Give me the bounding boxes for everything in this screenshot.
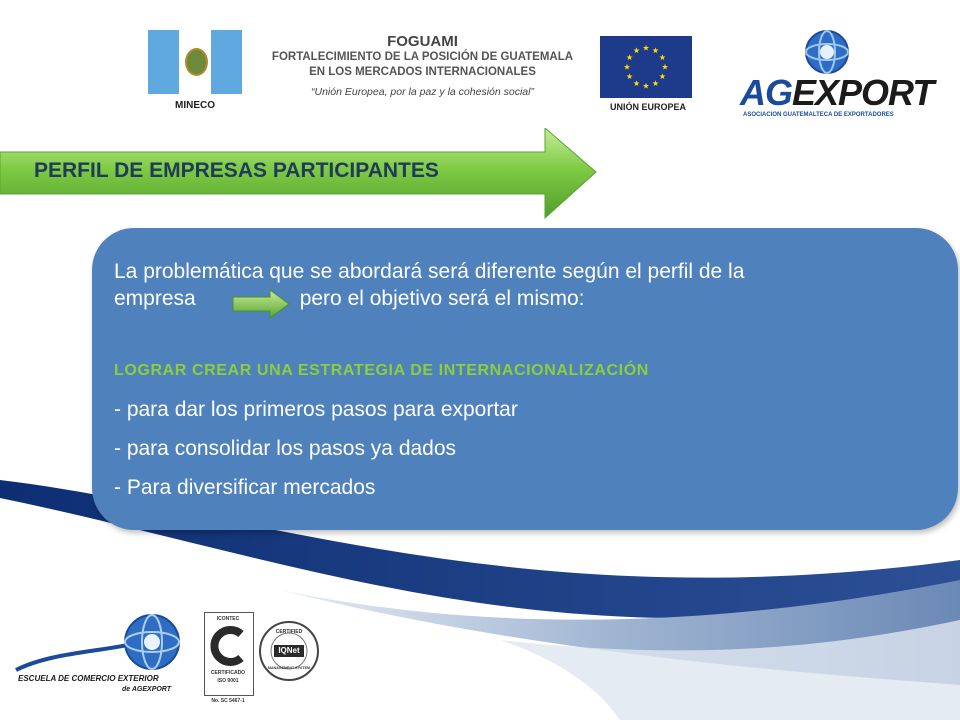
program-subtitle-line1: FORTALECIMIENTO DE LA POSICIÓN DE GUATEMALA [271, 51, 574, 63]
agexport-subtitle: ASOCIACION GUATEMALTECA DE EXPORTADORES [743, 112, 894, 118]
content-box [92, 228, 958, 530]
eu-star [633, 80, 639, 86]
intro-line1: La problemática que se abordará será diferente según el perfil de la [114, 260, 745, 283]
right-arrow-icon [232, 289, 290, 319]
intro-line2-end: pero el objetivo será el mismo: [299, 287, 585, 310]
list-item: - para consolidar los pasos ya dados [114, 437, 457, 460]
icontec-certificado: CERTIFICADO [210, 670, 246, 676]
eu-flag [600, 36, 692, 98]
list-item: - para dar los primeros pasos para exportar [114, 398, 518, 421]
iqnet-certificate [258, 620, 320, 682]
goal-heading: LOGRAR CREAR UNA ESTRATEGIA DE INTERNACIONALIZACIÓN [114, 362, 649, 379]
eu-star [652, 80, 658, 86]
eu-star [643, 83, 649, 89]
icontec-certificate [204, 612, 254, 706]
program-subtitle-line2: EN LOS MERCADOS INTERNACIONALES [309, 66, 536, 78]
school-line2: de AGEXPORT [122, 686, 172, 693]
eu-star [662, 64, 668, 70]
mineco-logo [140, 30, 250, 120]
eu-stars-icon [600, 36, 692, 98]
eu-star [627, 73, 633, 79]
coat-of-arms-icon [185, 48, 208, 76]
eu-star [624, 64, 630, 70]
bullet-list [114, 396, 518, 513]
intro-line2-start: empresa [114, 287, 196, 310]
icontec-label: ICONTEC [216, 616, 240, 622]
iqnet-brand: IQNet [278, 646, 300, 655]
icontec-iso: ISO 9001 [217, 678, 239, 684]
iqnet-top: CERTIFIED [275, 629, 303, 635]
eu-logo [600, 36, 696, 116]
agexport-globe-icon [797, 28, 857, 76]
list-item: - Para diversificar mercados [114, 476, 376, 499]
icontec-number: No. SC 5467-1 [211, 698, 245, 704]
banner-title: PERFIL DE EMPRESAS PARTICIPANTES [34, 159, 439, 182]
eu-star [643, 45, 649, 51]
eu-star [652, 47, 658, 53]
school-line1: ESCUELA DE COMERCIO EXTERIOR [18, 674, 159, 683]
icontec-c-icon [205, 626, 253, 666]
iqnet-bottom: MANAGEMENT SYSTEM [268, 666, 310, 670]
school-globe-icon [12, 612, 192, 682]
eu-label: UNIÓN EUROPEA [609, 102, 686, 112]
eu-star [659, 73, 665, 79]
program-title: FOGUAMI [387, 33, 458, 50]
guatemala-flag [148, 30, 242, 94]
eu-star [659, 54, 665, 60]
mineco-label: MINECO [175, 100, 215, 111]
agexport-logo [735, 28, 935, 118]
foguami-title-block [250, 33, 595, 98]
escuela-comercio-exterior-logo [12, 612, 192, 707]
eu-star [627, 54, 633, 60]
agexport-ag: AG [740, 72, 792, 113]
eu-star [633, 47, 639, 53]
agexport-export: EXPORT [792, 72, 934, 113]
program-slogan: “Unión Europea, por la paz y la cohesión social” [311, 86, 534, 98]
